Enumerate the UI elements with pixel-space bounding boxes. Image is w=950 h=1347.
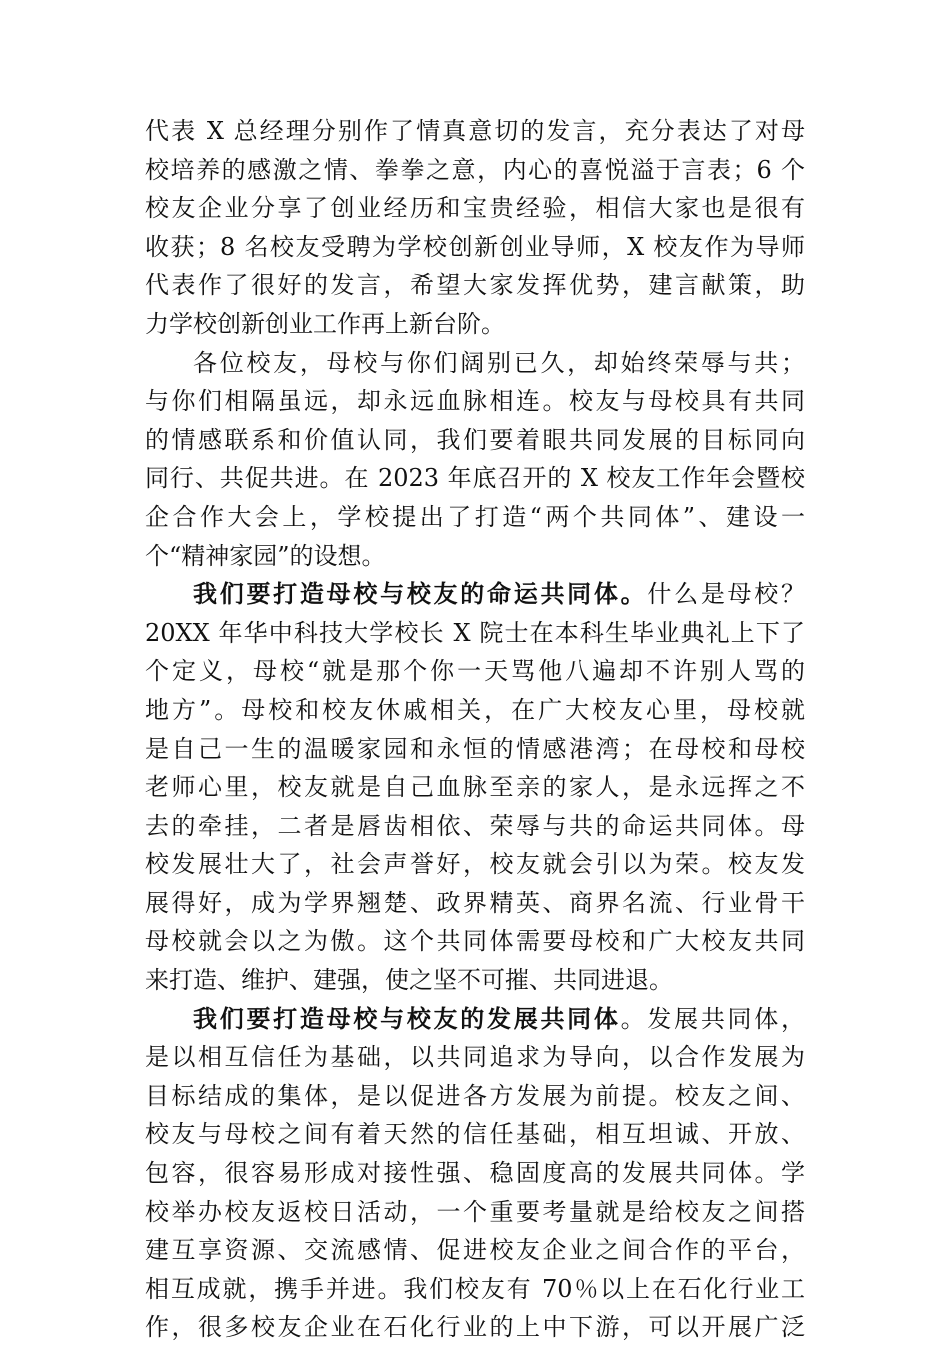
text-line: 去的牵挂，二者是唇齿相依、荣辱与共的命运共同体。母 (145, 811, 805, 840)
text-line (145, 575, 805, 614)
text-line: 包容，很容易形成对接性强、稳固度高的发展共同体。学 (145, 1159, 805, 1188)
text-line: 母校就会以之为傲。这个共同体需要母校和广大校友共同 (145, 927, 805, 956)
text-line: 个定义，母校“就是那个你一天骂他八遍却不许别人骂的 (145, 657, 805, 686)
text-line: 企合作大会上，学校提出了打造“两个共同体”、建设一 (145, 502, 805, 531)
text-line: 相互成就，携手并进。我们校友有 70％以上在石化行业工 (145, 1274, 805, 1303)
text-line: 老师心里，校友就是自己血脉至亲的家人，是永远挥之不 (145, 773, 805, 802)
text-line: 的情感联系和价值认同，我们要着眼共同发展的目标同向 (145, 425, 805, 454)
text-line: 代表作了很好的发言，希望大家发挥优势，建言献策，助 (145, 271, 805, 300)
text-line: 力学校创新创业工作再上新台阶。 (145, 309, 505, 338)
paragraph-3 (145, 575, 805, 1000)
paragraph-4 (145, 1000, 805, 1347)
text-line (145, 1000, 805, 1039)
text-line: 代表 X 总经理分别作了情真意切的发言，充分表达了对母 (145, 117, 805, 145)
paragraph-heading: 我们要打造母校与校友的发展共同体 (193, 1003, 621, 1033)
text-run: 。发展共同体， (620, 1004, 806, 1033)
text-run: 什么是母校？ (647, 580, 806, 609)
text-line: 个“精神家园”的设想。 (145, 541, 386, 570)
text-line: 地方”。母校和校友休戚相关，在广大校友心里，母校就 (145, 695, 805, 724)
text-line: 校友与母校之间有着天然的信任基础，相互坦诚、开放、 (145, 1120, 805, 1149)
paragraph-heading: 我们要打造母校与校友的命运共同体。 (193, 579, 648, 609)
text-line: 各位校友，母校与你们阔别已久，却始终荣辱与共； (193, 348, 805, 377)
document-page (145, 112, 805, 1347)
text-line: 收获；8 名校友受聘为学校创新创业导师，X 校友作为导师 (145, 232, 805, 261)
paragraph-2 (145, 344, 805, 576)
text-line: 20XX 年华中科技大学校长 X 院士在本科生毕业典礼上下了 (145, 618, 805, 647)
text-line: 目标结成的集体，是以促进各方发展为前提。校友之间、 (145, 1081, 805, 1110)
paragraph-1 (145, 112, 805, 344)
text-line: 作，很多校友企业在石化行业的上中下游，可以开展广泛 (145, 1313, 805, 1342)
text-line: 校举办校友返校日活动，一个重要考量就是给校友之间搭 (145, 1197, 805, 1226)
text-line: 展得好，成为学界翘楚、政界精英、商界名流、行业骨干 (145, 888, 805, 917)
text-line: 同行、共促共进。在 2023 年底召开的 X 校友工作年会暨校 (145, 464, 805, 493)
text-line: 是自己一生的温暖家园和永恒的情感港湾；在母校和母校 (145, 734, 805, 763)
text-line: 来打造、维护、建强，使之坚不可摧、共同进退。 (145, 966, 673, 995)
text-line: 校培养的感激之情、拳拳之意，内心的喜悦溢于言表；6 个 (145, 155, 805, 184)
text-line: 与你们相隔虽远，却永远血脉相连。校友与母校具有共同 (145, 387, 805, 416)
text-line: 校发展壮大了，社会声誉好，校友就会引以为荣。校友发 (145, 850, 805, 879)
text-line: 校友企业分享了创业经历和宝贵经验，相信大家也是很有 (145, 194, 805, 223)
text-line: 是以相互信任为基础，以共同追求为导向，以合作发展为 (145, 1043, 805, 1072)
text-line: 建互享资源、交流感情、促进校友企业之间合作的平台， (145, 1236, 805, 1265)
